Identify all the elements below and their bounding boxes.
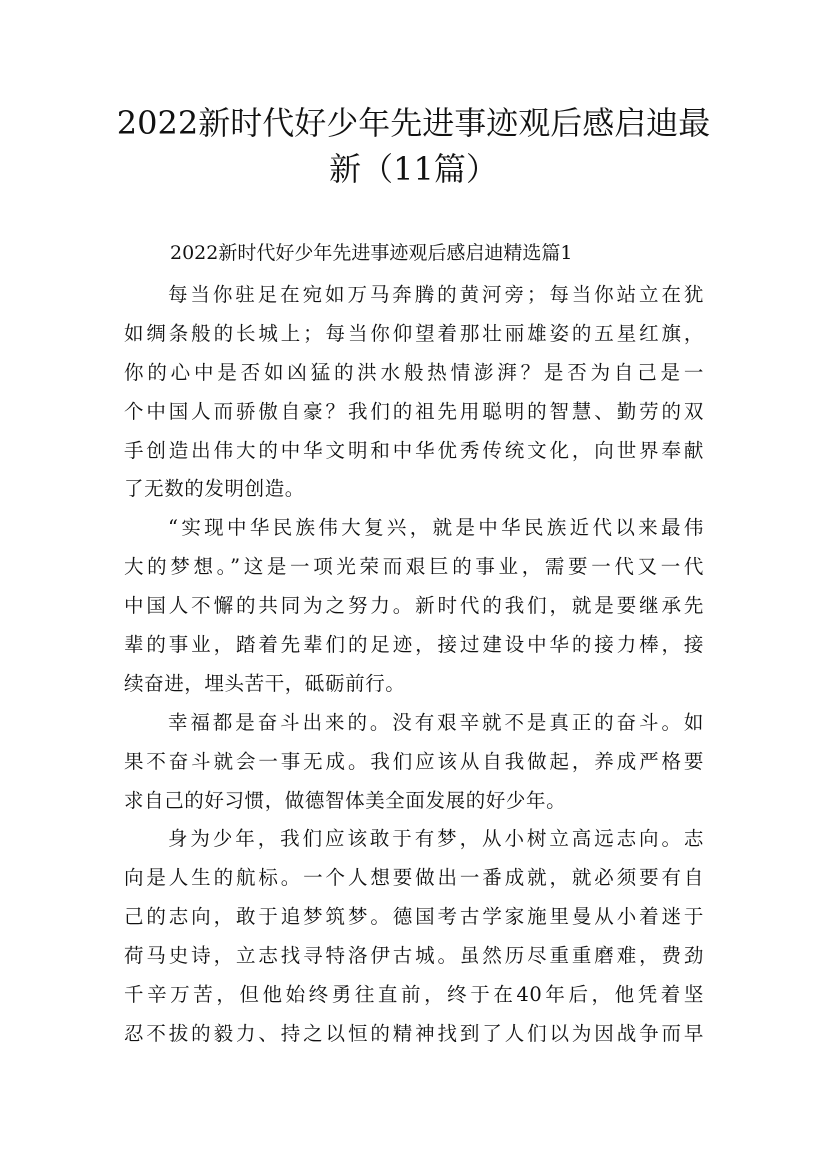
text-line: 每当你驻足在宛如万马奔腾的黄河旁；每当你站立在犹 — [168, 283, 704, 306]
text-line: 续奋进，埋头苦干，砥砺前行。 — [124, 671, 406, 695]
title-line: 新（11篇） — [329, 150, 498, 188]
text-line: 己的志向，敢于追梦筑梦。德国考古学家施里曼从小着迷于 — [124, 905, 704, 929]
section-heading: 2022新时代好少年先进事迹观后感启迪精选篇1 — [170, 242, 573, 264]
text-line: “实现中华民族伟大复兴，就是中华民族近代以来最伟 — [168, 516, 704, 540]
text-line: 求自己的好习惯，做德智体美全面发展的好少年。 — [124, 788, 567, 812]
text-line: 千辛万苦，但他始终勇往直前，终于在40年后，他凭着坚 — [124, 983, 704, 1007]
text-line: 个中国人而骄傲自豪？我们的祖先用聪明的智慧、勤劳的双 — [124, 399, 704, 423]
text-line: 你的心中是否如凶猛的洪水般热情澎湃？是否为自己是一 — [124, 360, 704, 384]
text-line: 果不奋斗就会一事无成。我们应该从自我做起，养成严格要 — [124, 749, 704, 773]
text-line: 向是人生的航标。一个人想要做出一番成就，就必须要有自 — [124, 866, 704, 890]
text-line: 身为少年，我们应该敢于有梦，从小树立高远志向。志 — [168, 827, 704, 851]
text-line: 了无数的发明创造。 — [124, 477, 305, 501]
text-line: 辈的事业，踏着先辈们的足迹，接过建设中华的接力棒，接 — [124, 633, 704, 657]
title-line: 2022新时代好少年先进事迹观后感启迪最 — [116, 104, 711, 142]
document-title — [100, 100, 727, 192]
text-line: 手创造出伟大的中华文明和中华优秀传统文化，向世界奉献 — [124, 438, 704, 462]
text-line: 忍不拔的毅力、持之以恒的精神找到了人们以为因战争而早 — [124, 1021, 704, 1045]
text-line: 大的梦想。”这是一项光荣而艰巨的事业，需要一代又一代 — [124, 555, 704, 579]
body-text — [124, 276, 704, 1054]
text-line: 幸福都是奋斗出来的。没有艰辛就不是真正的奋斗。如 — [168, 710, 704, 734]
text-line: 如绸条般的长城上；每当你仰望着那壮丽雄姿的五星红旗， — [124, 321, 704, 345]
text-line: 荷马史诗，立志找寻特洛伊古城。虽然历尽重重磨难，费劲 — [124, 944, 704, 968]
text-line: 中国人不懈的共同为之努力。新时代的我们，就是要继承先 — [124, 594, 704, 618]
